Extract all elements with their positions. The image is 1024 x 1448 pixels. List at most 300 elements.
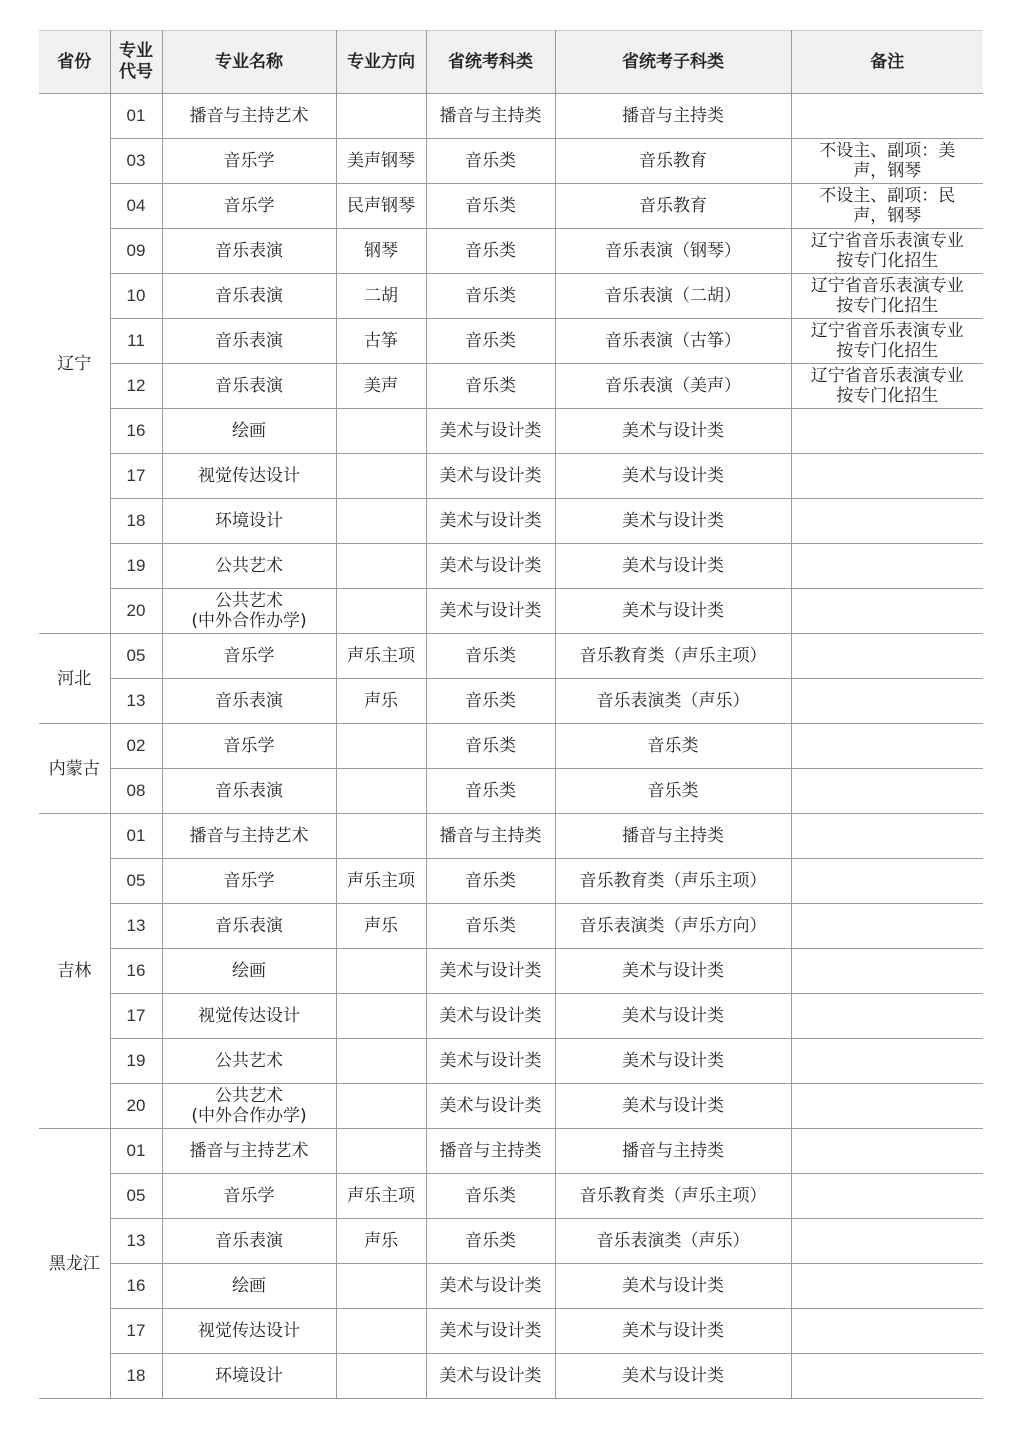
major-name-cell xyxy=(162,544,336,589)
exam-subcategory-text: 美术与设计类 xyxy=(622,1321,724,1341)
notes-cell xyxy=(791,634,983,679)
code-text: 18 xyxy=(126,511,146,530)
exam-subcategory-text: 播音与主持类 xyxy=(622,1141,724,1161)
major-name-cell xyxy=(162,859,336,904)
exam-subcategory-text: 美术与设计类 xyxy=(622,466,724,486)
direction-cell xyxy=(336,364,426,409)
major-name-text: 公共艺术 xyxy=(215,1086,283,1106)
major-name-text: 视觉传达设计 xyxy=(198,466,300,486)
major-name-cell xyxy=(162,1039,336,1084)
major-name-text: 公共艺术 xyxy=(215,591,283,611)
exam-subcategory-text: 美术与设计类 xyxy=(622,1006,724,1026)
exam-subcategory-text: 音乐表演（二胡） xyxy=(605,286,741,306)
header-code-line1: 专业 xyxy=(119,41,153,61)
major-name-cell xyxy=(162,319,336,364)
header-major-name: 专业名称 xyxy=(162,31,336,94)
exam-subcategory-cell xyxy=(555,274,791,319)
major-name-cell xyxy=(162,814,336,859)
exam-subcategory-cell xyxy=(555,1084,791,1129)
exam-category-cell xyxy=(426,724,555,769)
majors-table xyxy=(39,30,983,1399)
exam-subcategory-cell xyxy=(555,859,791,904)
code-cell xyxy=(110,859,162,904)
table-row xyxy=(39,1354,983,1399)
major-name-cell xyxy=(162,1264,336,1309)
direction-text: 美声 xyxy=(364,376,398,396)
notes-cell xyxy=(791,1039,983,1084)
notes-cell xyxy=(791,544,983,589)
header-row xyxy=(39,31,983,94)
table-row xyxy=(39,94,983,139)
exam-subcategory-text: 美术与设计类 xyxy=(622,556,724,576)
major-name-text: 音乐学 xyxy=(223,151,275,171)
direction-cell xyxy=(336,1129,426,1174)
major-name-text: 音乐学 xyxy=(223,196,275,216)
code-cell xyxy=(110,364,162,409)
exam-subcategory-cell xyxy=(555,1264,791,1309)
direction-text: 声乐 xyxy=(364,691,398,711)
direction-cell xyxy=(336,1174,426,1219)
direction-cell xyxy=(336,994,426,1039)
major-name-cell xyxy=(162,499,336,544)
major-name-cell xyxy=(162,949,336,994)
code-text: 01 xyxy=(126,826,146,845)
exam-subcategory-cell xyxy=(555,1219,791,1264)
major-name-text: 绘画 xyxy=(232,1276,266,1296)
code-text: 09 xyxy=(126,241,146,260)
exam-subcategory-text: 音乐表演类（声乐） xyxy=(596,691,750,711)
exam-subcategory-cell xyxy=(555,1354,791,1399)
notes-cell xyxy=(791,1354,983,1399)
code-text: 02 xyxy=(126,736,146,755)
exam-category-cell xyxy=(426,544,555,589)
code-text: 05 xyxy=(126,1186,146,1205)
exam-category-cell xyxy=(426,94,555,139)
code-text: 20 xyxy=(126,1096,146,1115)
notes-cell xyxy=(791,319,983,364)
direction-text: 古筝 xyxy=(364,331,398,351)
major-name-cell xyxy=(162,229,336,274)
major-name-text: 音乐学 xyxy=(223,736,275,756)
exam-category-cell xyxy=(426,139,555,184)
exam-subcategory-text: 美术与设计类 xyxy=(622,601,724,621)
exam-category-cell xyxy=(426,1219,555,1264)
direction-cell xyxy=(336,544,426,589)
direction-cell xyxy=(336,1264,426,1309)
code-text: 16 xyxy=(126,421,146,440)
major-name-text: 公共艺术 xyxy=(215,556,283,576)
major-name-text: 音乐表演 xyxy=(215,376,283,396)
major-name-cell xyxy=(162,364,336,409)
table-row xyxy=(39,904,983,949)
province-cell: 内蒙古 xyxy=(39,724,110,814)
code-cell xyxy=(110,1084,162,1129)
exam-subcategory-cell xyxy=(555,1174,791,1219)
header-notes: 备注 xyxy=(791,31,983,94)
exam-category-text: 播音与主持类 xyxy=(439,106,542,126)
major-name-text: 环境设计 xyxy=(215,1366,283,1386)
exam-category-cell xyxy=(426,949,555,994)
notes-cell xyxy=(791,499,983,544)
notes-cell xyxy=(791,769,983,814)
major-name-subtext: (中外合作办学) xyxy=(191,611,307,631)
exam-category-text: 音乐类 xyxy=(465,1231,516,1251)
exam-category-text: 美术与设计类 xyxy=(439,1366,542,1386)
table-row xyxy=(39,724,983,769)
major-name-cell xyxy=(162,454,336,499)
table-row xyxy=(39,634,983,679)
exam-subcategory-text: 音乐教育 xyxy=(639,151,707,171)
table-header xyxy=(39,31,983,94)
table-row xyxy=(39,1084,983,1129)
direction-cell xyxy=(336,949,426,994)
major-name-cell xyxy=(162,274,336,319)
direction-cell xyxy=(336,904,426,949)
code-text: 05 xyxy=(126,646,146,665)
exam-subcategory-cell xyxy=(555,499,791,544)
direction-text: 钢琴 xyxy=(364,241,398,261)
major-name-cell xyxy=(162,634,336,679)
notes-text: 辽宁省音乐表演专业 xyxy=(810,231,964,251)
exam-subcategory-cell xyxy=(555,994,791,1039)
exam-category-cell xyxy=(426,409,555,454)
direction-cell xyxy=(336,1219,426,1264)
exam-category-cell xyxy=(426,589,555,634)
exam-category-cell xyxy=(426,994,555,1039)
exam-subcategory-text: 音乐类 xyxy=(647,736,699,756)
code-text: 08 xyxy=(126,781,146,800)
major-name-text: 播音与主持艺术 xyxy=(189,826,309,846)
notes-cell xyxy=(791,1309,983,1354)
table-row xyxy=(39,1039,983,1084)
exam-category-text: 美术与设计类 xyxy=(439,421,542,441)
province-cell: 辽宁 xyxy=(39,94,110,634)
code-cell xyxy=(110,499,162,544)
exam-subcategory-text: 美术与设计类 xyxy=(622,961,724,981)
code-text: 13 xyxy=(126,916,146,935)
major-name-text: 音乐表演 xyxy=(215,781,283,801)
code-text: 20 xyxy=(126,601,146,620)
exam-subcategory-text: 美术与设计类 xyxy=(622,511,724,531)
major-name-text: 绘画 xyxy=(232,421,266,441)
exam-subcategory-cell xyxy=(555,949,791,994)
major-name-cell xyxy=(162,1354,336,1399)
major-name-cell xyxy=(162,679,336,724)
code-cell xyxy=(110,229,162,274)
notes-cell xyxy=(791,589,983,634)
code-text: 13 xyxy=(126,691,146,710)
exam-category-cell xyxy=(426,1174,555,1219)
exam-subcategory-cell xyxy=(555,1309,791,1354)
code-text: 19 xyxy=(126,556,146,575)
major-name-cell xyxy=(162,184,336,229)
major-name-cell xyxy=(162,589,336,634)
table-row xyxy=(39,1264,983,1309)
table-row xyxy=(39,499,983,544)
exam-subcategory-cell xyxy=(555,94,791,139)
exam-subcategory-text: 美术与设计类 xyxy=(622,1366,724,1386)
major-name-text: 音乐学 xyxy=(223,871,275,891)
exam-category-text: 音乐类 xyxy=(465,1186,516,1206)
table-row xyxy=(39,319,983,364)
notes-text-line2: 按专门化招生 xyxy=(836,251,939,271)
exam-category-text: 音乐类 xyxy=(465,736,516,756)
table-row xyxy=(39,274,983,319)
table-row xyxy=(39,1309,983,1354)
notes-text: 辽宁省音乐表演专业 xyxy=(810,321,964,341)
exam-category-text: 音乐类 xyxy=(465,916,516,936)
code-cell xyxy=(110,1264,162,1309)
exam-subcategory-cell xyxy=(555,1129,791,1174)
notes-cell xyxy=(791,1084,983,1129)
table-row xyxy=(39,679,983,724)
code-text: 17 xyxy=(126,466,146,485)
direction-cell xyxy=(336,1084,426,1129)
direction-cell xyxy=(336,94,426,139)
exam-category-cell xyxy=(426,1039,555,1084)
code-cell xyxy=(110,1039,162,1084)
exam-category-cell xyxy=(426,1264,555,1309)
exam-subcategory-text: 音乐教育类（声乐主项） xyxy=(579,871,767,891)
major-name-text: 环境设计 xyxy=(215,511,283,531)
direction-text: 美声钢琴 xyxy=(347,151,415,171)
exam-subcategory-cell xyxy=(555,139,791,184)
table-row xyxy=(39,1129,983,1174)
major-name-cell xyxy=(162,409,336,454)
major-name-text: 音乐学 xyxy=(223,1186,275,1206)
notes-cell xyxy=(791,1174,983,1219)
notes-text-line2: 按专门化招生 xyxy=(836,296,939,316)
exam-category-text: 美术与设计类 xyxy=(439,1051,542,1071)
notes-cell xyxy=(791,1129,983,1174)
exam-category-text: 音乐类 xyxy=(465,871,516,891)
exam-subcategory-text: 音乐教育类（声乐主项） xyxy=(579,1186,767,1206)
major-name-text: 播音与主持艺术 xyxy=(189,1141,309,1161)
table-row xyxy=(39,1174,983,1219)
exam-subcategory-cell xyxy=(555,544,791,589)
table-row xyxy=(39,814,983,859)
code-cell xyxy=(110,1309,162,1354)
direction-cell xyxy=(336,1354,426,1399)
major-name-cell xyxy=(162,1309,336,1354)
notes-text: 辽宁省音乐表演专业 xyxy=(810,366,964,386)
exam-category-cell xyxy=(426,769,555,814)
exam-subcategory-text: 音乐教育类（声乐主项） xyxy=(579,646,767,666)
header-exam-category: 省统考科类 xyxy=(426,31,555,94)
table-row xyxy=(39,859,983,904)
code-cell xyxy=(110,454,162,499)
table-row xyxy=(39,589,983,634)
direction-cell xyxy=(336,139,426,184)
direction-text: 民声钢琴 xyxy=(347,196,415,216)
major-name-cell xyxy=(162,1084,336,1129)
exam-subcategory-cell xyxy=(555,409,791,454)
direction-cell xyxy=(336,679,426,724)
direction-cell xyxy=(336,319,426,364)
code-cell xyxy=(110,409,162,454)
major-name-cell xyxy=(162,1219,336,1264)
exam-category-cell xyxy=(426,499,555,544)
exam-category-cell xyxy=(426,814,555,859)
major-name-text: 音乐表演 xyxy=(215,691,283,711)
code-cell xyxy=(110,724,162,769)
direction-cell xyxy=(336,409,426,454)
major-name-text: 音乐表演 xyxy=(215,1231,283,1251)
direction-cell xyxy=(336,769,426,814)
exam-category-text: 美术与设计类 xyxy=(439,466,542,486)
code-text: 03 xyxy=(126,151,146,170)
code-text: 04 xyxy=(126,196,146,215)
direction-cell xyxy=(336,859,426,904)
exam-subcategory-text: 播音与主持类 xyxy=(622,106,724,126)
exam-subcategory-cell xyxy=(555,454,791,499)
notes-text: 辽宁省音乐表演专业 xyxy=(810,276,964,296)
table-row xyxy=(39,139,983,184)
direction-cell xyxy=(336,1039,426,1084)
major-name-text: 音乐表演 xyxy=(215,286,283,306)
exam-category-cell xyxy=(426,454,555,499)
exam-category-cell xyxy=(426,1129,555,1174)
notes-text: 不设主、副项：民 xyxy=(819,186,956,206)
header-exam-subcategory: 省统考子科类 xyxy=(555,31,791,94)
exam-category-cell xyxy=(426,634,555,679)
exam-category-text: 音乐类 xyxy=(465,376,516,396)
direction-cell xyxy=(336,274,426,319)
major-name-text: 音乐表演 xyxy=(215,241,283,261)
major-name-text: 音乐表演 xyxy=(215,331,283,351)
code-text: 01 xyxy=(126,106,146,125)
exam-category-text: 美术与设计类 xyxy=(439,961,542,981)
exam-category-cell xyxy=(426,904,555,949)
code-cell xyxy=(110,274,162,319)
table-row xyxy=(39,364,983,409)
code-cell xyxy=(110,904,162,949)
code-text: 16 xyxy=(126,1276,146,1295)
notes-cell xyxy=(791,454,983,499)
code-cell xyxy=(110,94,162,139)
table-row xyxy=(39,769,983,814)
exam-category-cell xyxy=(426,364,555,409)
major-name-cell xyxy=(162,994,336,1039)
exam-category-cell xyxy=(426,1354,555,1399)
direction-cell xyxy=(336,724,426,769)
notes-cell xyxy=(791,1264,983,1309)
exam-category-text: 音乐类 xyxy=(465,286,516,306)
exam-category-text: 音乐类 xyxy=(465,196,516,216)
direction-cell xyxy=(336,1309,426,1354)
exam-category-cell xyxy=(426,319,555,364)
code-cell xyxy=(110,1174,162,1219)
exam-subcategory-cell xyxy=(555,319,791,364)
exam-subcategory-cell xyxy=(555,589,791,634)
exam-category-cell xyxy=(426,1084,555,1129)
notes-cell xyxy=(791,679,983,724)
province-cell: 河北 xyxy=(39,634,110,724)
exam-subcategory-text: 音乐类 xyxy=(647,781,699,801)
exam-subcategory-cell xyxy=(555,634,791,679)
direction-text: 声乐主项 xyxy=(347,646,415,666)
code-cell xyxy=(110,949,162,994)
code-text: 13 xyxy=(126,1231,146,1250)
major-name-text: 公共艺术 xyxy=(215,1051,283,1071)
exam-category-text: 音乐类 xyxy=(465,691,516,711)
major-name-cell xyxy=(162,769,336,814)
exam-subcategory-cell xyxy=(555,724,791,769)
exam-category-cell xyxy=(426,184,555,229)
notes-text-line2: 声，钢琴 xyxy=(853,206,922,226)
exam-category-text: 播音与主持类 xyxy=(439,826,542,846)
exam-category-text: 音乐类 xyxy=(465,646,516,666)
exam-subcategory-cell xyxy=(555,364,791,409)
code-cell xyxy=(110,814,162,859)
code-text: 17 xyxy=(126,1006,146,1025)
exam-category-text: 音乐类 xyxy=(465,781,516,801)
code-cell xyxy=(110,994,162,1039)
exam-subcategory-text: 美术与设计类 xyxy=(622,421,724,441)
code-cell xyxy=(110,1219,162,1264)
exam-category-cell xyxy=(426,679,555,724)
notes-cell xyxy=(791,994,983,1039)
exam-category-text: 美术与设计类 xyxy=(439,556,542,576)
notes-cell xyxy=(791,94,983,139)
major-name-text: 音乐表演 xyxy=(215,916,283,936)
notes-cell xyxy=(791,274,983,319)
notes-cell xyxy=(791,859,983,904)
notes-cell xyxy=(791,229,983,274)
exam-subcategory-text: 音乐表演（钢琴） xyxy=(605,241,741,261)
notes-text-line2: 按专门化招生 xyxy=(836,386,939,406)
notes-cell xyxy=(791,724,983,769)
direction-cell xyxy=(336,589,426,634)
exam-category-text: 音乐类 xyxy=(465,331,516,351)
table-row xyxy=(39,949,983,994)
exam-subcategory-cell xyxy=(555,184,791,229)
notes-cell xyxy=(791,139,983,184)
exam-category-text: 美术与设计类 xyxy=(439,1276,542,1296)
notes-cell xyxy=(791,184,983,229)
major-name-cell xyxy=(162,1129,336,1174)
notes-cell xyxy=(791,409,983,454)
notes-text-line2: 按专门化招生 xyxy=(836,341,939,361)
table-row xyxy=(39,229,983,274)
code-text: 19 xyxy=(126,1051,146,1070)
code-text: 16 xyxy=(126,961,146,980)
code-cell xyxy=(110,634,162,679)
header-province: 省份 xyxy=(39,31,110,94)
code-cell xyxy=(110,1129,162,1174)
exam-subcategory-text: 美术与设计类 xyxy=(622,1096,724,1116)
exam-subcategory-text: 音乐表演（美声） xyxy=(605,376,741,396)
exam-subcategory-cell xyxy=(555,679,791,724)
direction-cell xyxy=(336,229,426,274)
header-direction: 专业方向 xyxy=(336,31,426,94)
exam-category-text: 美术与设计类 xyxy=(439,1096,542,1116)
notes-cell xyxy=(791,364,983,409)
direction-text: 声乐主项 xyxy=(347,1186,415,1206)
exam-subcategory-text: 音乐教育 xyxy=(639,196,707,216)
table-row xyxy=(39,544,983,589)
major-name-cell xyxy=(162,139,336,184)
exam-category-text: 美术与设计类 xyxy=(439,601,542,621)
header-code xyxy=(110,31,162,94)
exam-subcategory-text: 播音与主持类 xyxy=(622,826,724,846)
direction-cell xyxy=(336,814,426,859)
table-row xyxy=(39,994,983,1039)
direction-text: 声乐主项 xyxy=(347,871,415,891)
exam-subcategory-cell xyxy=(555,769,791,814)
direction-cell xyxy=(336,184,426,229)
direction-cell xyxy=(336,454,426,499)
